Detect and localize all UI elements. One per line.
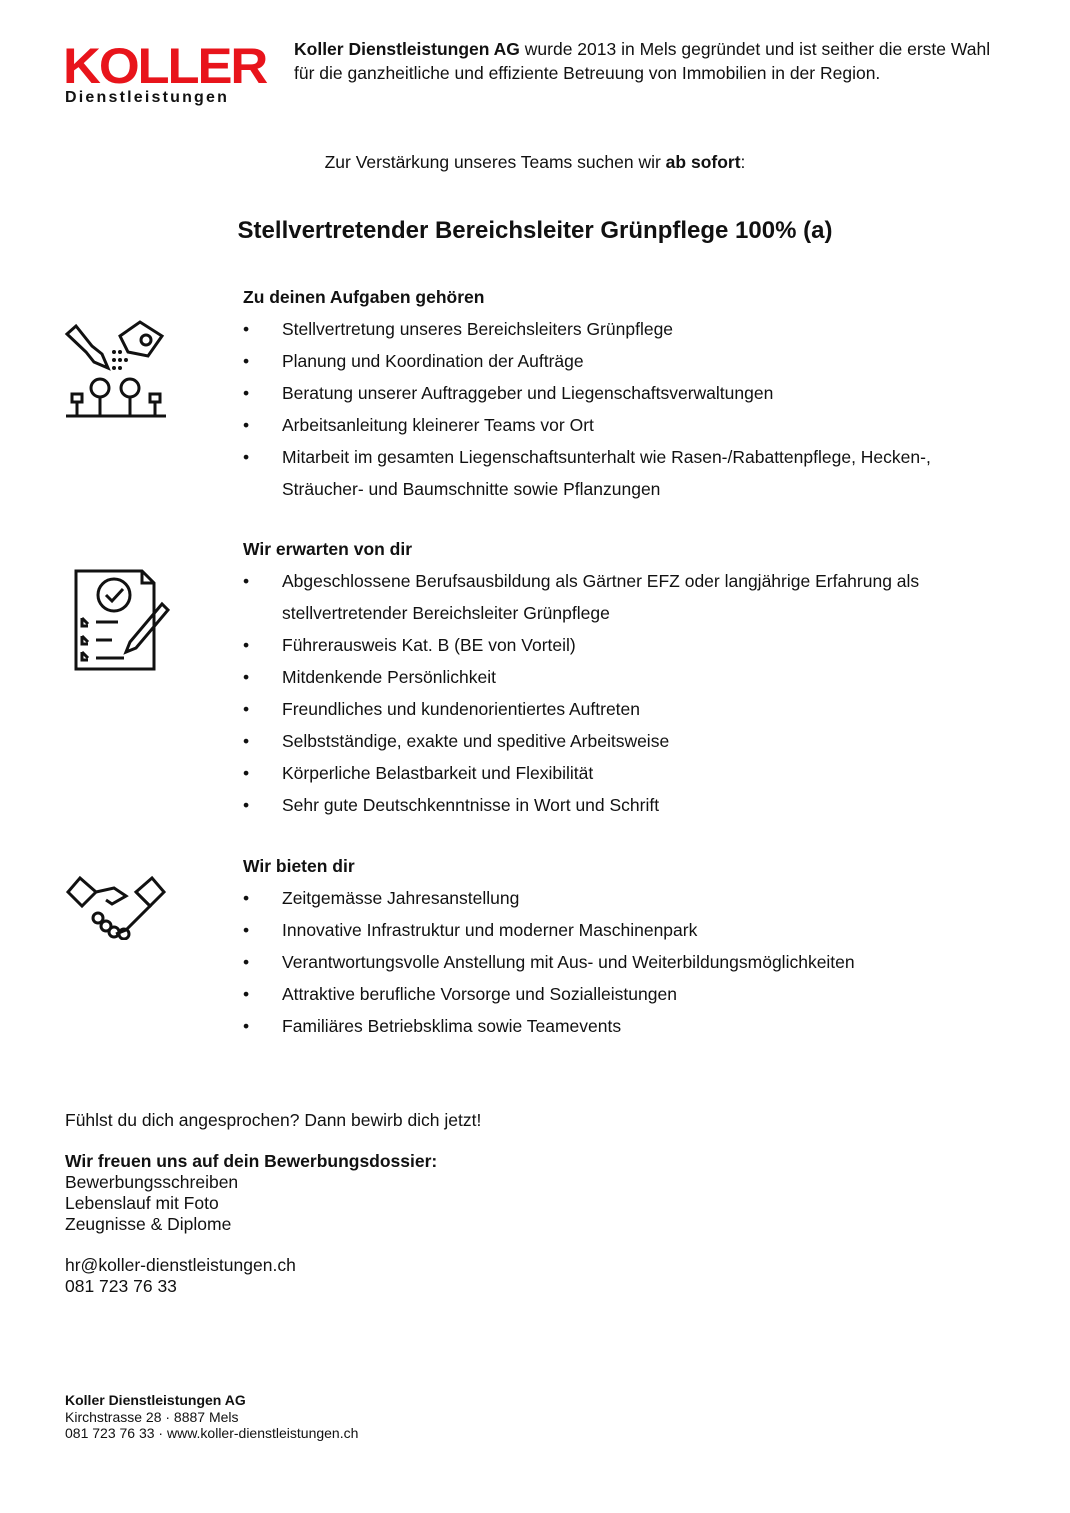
company-logo: KOLLER [63, 38, 267, 94]
company-name: Koller Dienstleistungen AG [294, 39, 520, 59]
list-item: • Familiäres Betriebsklima sowie Teamevents [243, 1010, 1003, 1042]
list-item: • Freundliches und kundenorientiertes Auftreten [243, 693, 1003, 725]
list-item: • Abgeschlossene Berufsausbildung als Gärtner EFZ oder langjährige Erfahrung als stellvertretender Bereichsleiter Grünpflege [243, 565, 922, 629]
section-benefits [243, 850, 1003, 1042]
list-item: • Führerausweis Kat. B (BE von Vorteil) [243, 629, 1003, 661]
handshake-icon [66, 874, 166, 940]
gardening-icon [62, 316, 170, 424]
dossier-heading: Wir freuen uns auf dein Bewerbungsdossier: [65, 1151, 438, 1171]
footer [65, 1392, 358, 1442]
call-line [0, 150, 1070, 174]
call-end: : [740, 152, 746, 172]
list-item: • Mitdenkende Persönlichkeit [243, 661, 1003, 693]
dossier-item: Lebenslauf mit Foto [65, 1193, 219, 1213]
list-item: • Innovative Infrastruktur und moderner Maschinenpark [243, 914, 1003, 946]
dossier-item: Bewerbungsschreiben [65, 1172, 239, 1192]
list-item: • Beratung unserer Auftraggeber und Liegenschaftsverwaltungen [243, 377, 1003, 409]
intro-text: wurde 2013 in Mels gegründet und ist seither die erste Wahl für die ganzheitliche und effiziente Betreuung von Immobilien in der Region. [294, 39, 991, 83]
list-item: • Selbstständige, exakte und speditive Arbeitsweise [243, 725, 1003, 757]
company-intro [294, 37, 1014, 85]
section-heading: Zu deinen Aufgaben gehören [243, 287, 485, 307]
email-link[interactable]: hr@koller-dienstleistungen.ch [65, 1255, 296, 1275]
dossier-block [65, 1151, 437, 1235]
list-item: • Zeitgemässe Jahresanstellung [243, 882, 1003, 914]
contact-block [65, 1255, 296, 1297]
dossier-item: Zeugnisse & Diplome [65, 1214, 232, 1234]
footer-company: Koller Dienstleistungen AG [65, 1392, 246, 1408]
section-heading: Wir erwarten von dir [243, 539, 413, 559]
list-item: • Planung und Koordination der Aufträge [243, 345, 1003, 377]
footer-address: Kirchstrasse 28 · 8887 Mels [65, 1408, 239, 1425]
list-item: • Stellvertretung unseres Bereichsleiters Grünpflege [243, 313, 1003, 345]
list-item: • Attraktive berufliche Vorsorge und Sozialleistungen [243, 978, 1003, 1010]
job-title: Stellvertretender Bereichsleiter Grünpflege 100% (a) [237, 217, 833, 244]
apply-prompt: Fühlst du dich angesprochen? Dann bewirb dich jetzt! [65, 1110, 482, 1130]
company-logo-subtitle: Dienstleistungen [65, 89, 230, 106]
call-start: ab sofort [665, 152, 741, 172]
checklist-icon [72, 568, 172, 674]
footer-contact: 081 723 76 33 · www.koller-dienstleistungen.ch [65, 1425, 359, 1441]
section-requirements [243, 533, 1003, 821]
list-item: • Sehr gute Deutschkenntnisse in Wort und Schrift [243, 789, 1003, 821]
call-text: Zur Verstärkung unseres Teams suchen wir [324, 152, 666, 172]
list-item: • Körperliche Belastbarkeit und Flexibilität [243, 757, 1003, 789]
list-item: • Verantwortungsvolle Anstellung mit Aus- und Weiterbildungsmöglichkeiten [243, 946, 1003, 978]
section-heading: Wir bieten dir [243, 856, 355, 876]
section-tasks [243, 281, 1003, 505]
phone-number: 081 723 76 33 [65, 1276, 177, 1296]
list-item: • Mitarbeit im gesamten Liegenschaftsunterhalt wie Rasen-/Rabattenpflege, Hecken-, Sträucher- und Baumschnitte sowie Pflanzungen [243, 441, 962, 505]
list-item: • Arbeitsanleitung kleinerer Teams vor Ort [243, 409, 1003, 441]
